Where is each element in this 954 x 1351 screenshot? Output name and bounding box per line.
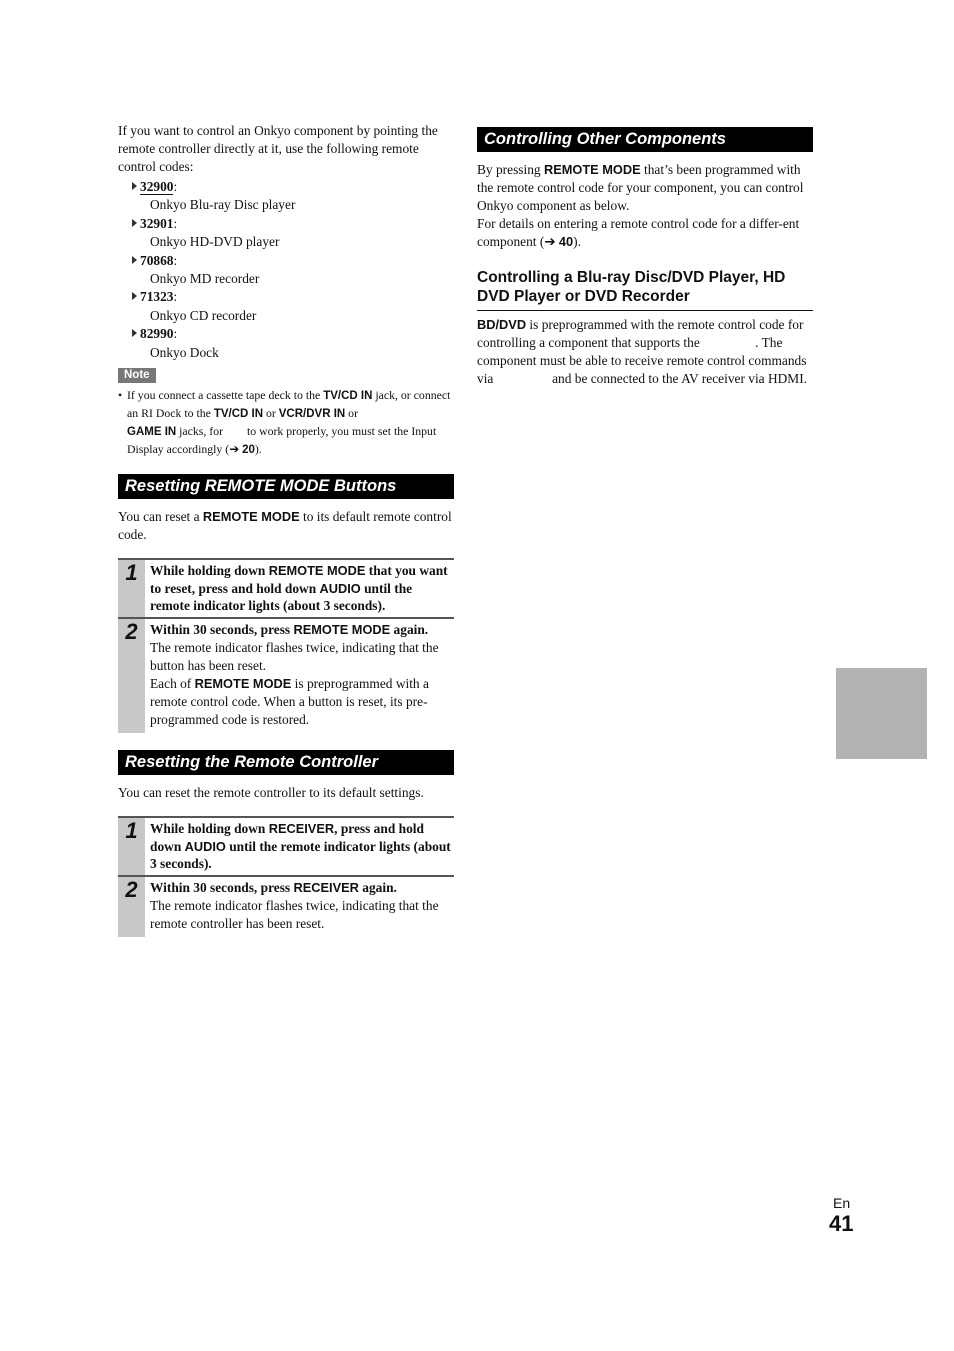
list-item: 70868: Onkyo MD recorder [118, 252, 454, 289]
list-item: 71323: Onkyo CD recorder [118, 288, 454, 325]
step-number: 2 [118, 877, 145, 937]
right-paragraph-3: BD/DVD is preprogrammed with the remote control code for controlling a component that supports the . The component must be able to receive remote control commands via and be connected to the AV receiver via HDMI. [477, 317, 808, 386]
chapter-tab [836, 668, 927, 759]
right-paragraph-2: For details on entering a remote control code for a differ-ent component (➔ 40). [477, 216, 800, 249]
step-number: 2 [118, 619, 145, 733]
section-header-controlling-other-components: Controlling Other Components [477, 127, 813, 152]
note-badge: Note [118, 368, 156, 383]
intro-paragraph: If you want to control an Onkyo component by pointing the remote controller directly at it, use the following remote control codes: [118, 123, 438, 174]
subheading: Controlling a Blu-ray Disc/DVD Player, HD DVD Player or DVD Recorder [477, 268, 813, 311]
right-paragraph-1: By pressing REMOTE MODE that’s been programmed with the remote control code for your component, you can control Onkyo component as below. [477, 162, 804, 213]
step-number: 1 [118, 560, 145, 617]
page-number: 41 [829, 1211, 854, 1236]
list-item: 82990: Onkyo Dock [118, 325, 454, 362]
language-label: En [833, 1195, 851, 1211]
step-2: 2 Within 30 seconds, press REMOTE MODE again. The remote indicator flashes twice, indicating that the button has been reset. Each of REMOTE MODE is preprogrammed with a remote control code. When a button is reset, its pre-programmed code is restored. [118, 617, 454, 733]
list-item: 32901: Onkyo HD-DVD player [118, 215, 454, 252]
note-text: • If you connect a cassette tape deck to the TV/CD IN jack, or connect an RI Dock to the TV/CD IN or VCR/DVR IN or GAME IN jacks, for to work properly, you must set the Input Display accordingly (➔ 20). [118, 388, 451, 456]
code-list [118, 178, 454, 362]
list-item: 32900: Onkyo Blu-ray Disc player [118, 178, 454, 215]
step-1: 1 While holding down RECEIVER, press and hold down AUDIO until the remote indicator lights (about 3 seconds). [118, 816, 454, 875]
step-2: 2 Within 30 seconds, press RECEIVER again. The remote indicator flashes twice, indicating that the remote controller has been reset. [118, 875, 454, 937]
section-header-resetting-remote-controller: Resetting the Remote Controller [118, 750, 454, 775]
section-header-resetting-remote-mode: Resetting REMOTE MODE Buttons [118, 474, 454, 499]
step-number: 1 [118, 818, 145, 875]
section2-intro: You can reset the remote controller to its default settings. [118, 785, 424, 800]
step-1: 1 While holding down REMOTE MODE that you want to reset, press and hold down AUDIO until the remote indicator lights (about 3 seconds). [118, 558, 454, 617]
section1-intro: You can reset a REMOTE MODE to its default remote control code. [118, 509, 452, 542]
